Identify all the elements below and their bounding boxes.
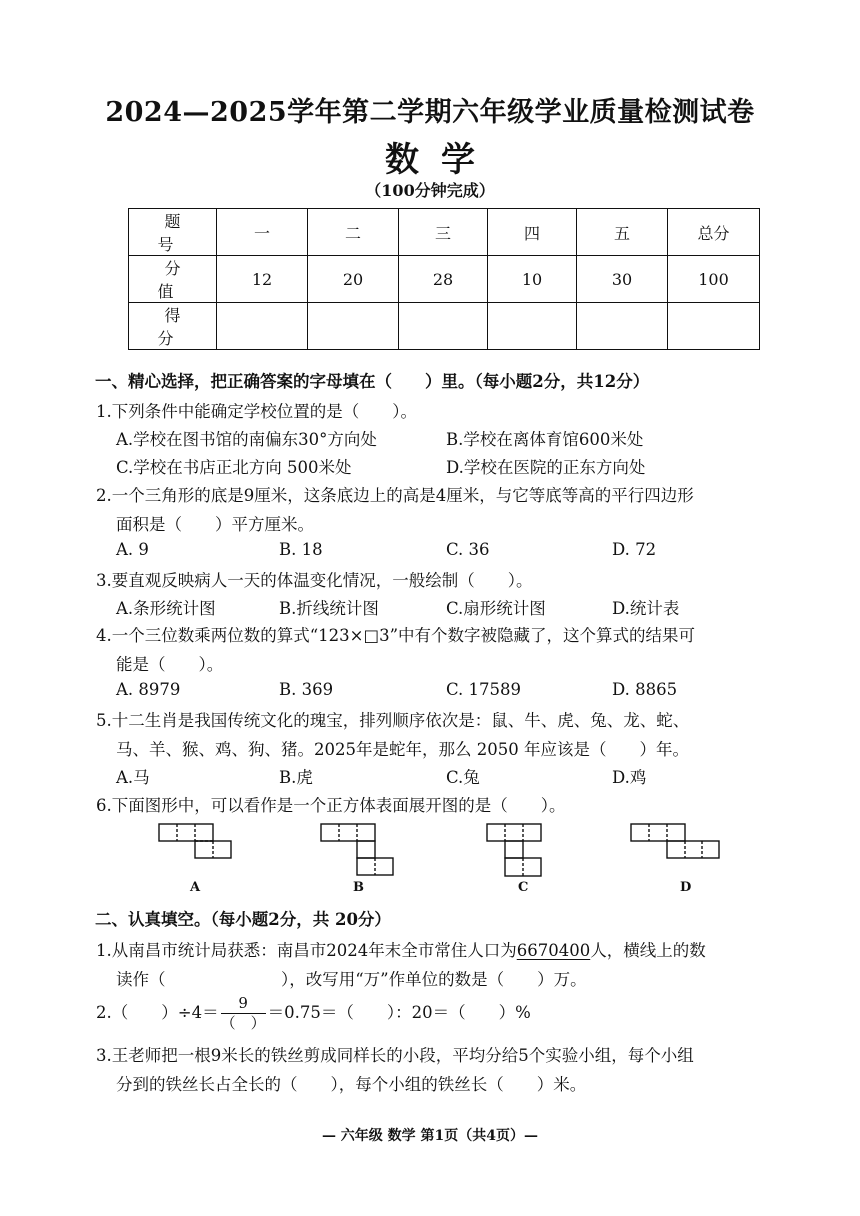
q1-option-a: A.学校在图书馆的南偏东30°方向处: [116, 430, 377, 449]
value-cell: 100: [668, 256, 760, 303]
net-label-b: B: [353, 880, 364, 895]
score-cell[interactable]: [577, 303, 668, 350]
fraction-denominator: （ ）: [220, 1014, 266, 1032]
q3-stem: 3.要直观反映病人一天的体温变化情况，一般绘制（ ）。: [96, 571, 533, 590]
population-number: 6670400: [516, 941, 591, 960]
score-cell[interactable]: [308, 303, 399, 350]
header-cell: 二: [308, 209, 399, 256]
q4-stem-line1: 4.一个三位数乘两位数的算式“123×□3”中有个数字被隐藏了，这个算式的结果可: [96, 626, 696, 645]
cube-net-d: [630, 823, 720, 861]
q4-option-d: D. 8865: [612, 680, 678, 699]
s2-q2-pre: 2.（ ）÷4＝: [96, 1003, 219, 1022]
q5-option-a: A.马: [116, 768, 150, 787]
score-cell[interactable]: [668, 303, 760, 350]
header-cell: 题 号: [129, 209, 217, 256]
s2-q2-fraction: [221, 996, 266, 1031]
score-table-value-row: [129, 256, 760, 303]
net-label-a: A: [190, 880, 201, 895]
s2-q2-post: ＝0.75＝（ ）：20＝（ ）%: [267, 1003, 531, 1022]
score-table: [128, 208, 760, 350]
value-cell: 30: [577, 256, 668, 303]
q3-option-a: A.条形统计图: [116, 599, 216, 618]
value-cell: 20: [308, 256, 399, 303]
section1-heading: 一、精心选择，把正确答案的字母填在（ ）里。（每小题2分，共12分）: [95, 372, 650, 391]
fraction-numerator: 9: [221, 996, 266, 1014]
q3-option-b: B.折线统计图: [279, 599, 379, 618]
score-cell[interactable]: [399, 303, 488, 350]
s2-q1-pre: 1.从南昌市统计局获悉：南昌市2024年末全市常住人口为: [96, 941, 517, 960]
value-cell: 12: [217, 256, 308, 303]
score-cell: 得 分: [129, 303, 217, 350]
s2-q2-line: [96, 996, 531, 1031]
s2-q1-post: 人，横线上的数: [590, 941, 706, 960]
q5-option-b: B.虎: [279, 768, 313, 787]
s2-q1-line1: [96, 937, 706, 961]
cube-net-b: [320, 823, 394, 877]
q2-option-c: C. 36: [446, 540, 490, 559]
exam-title: 2024—2025学年第二学期六年级学业质量检测试卷: [105, 97, 755, 128]
net-label-c: C: [518, 880, 529, 895]
q1-option-d: D.学校在医院的正东方向处: [446, 458, 646, 477]
cube-net-a: [158, 823, 232, 861]
exam-duration: （100分钟完成）: [365, 181, 495, 200]
value-cell: 分 值: [129, 256, 217, 303]
value-cell: 10: [488, 256, 577, 303]
header-cell: 一: [217, 209, 308, 256]
q4-stem-line2: 能是（ ）。: [116, 655, 224, 674]
value-cell: 28: [399, 256, 488, 303]
score-table-header-row: [129, 209, 760, 256]
s2-q1-line2: 读作（ ），改写用“万”作单位的数是（ ）万。: [116, 970, 587, 989]
q2-option-b: B. 18: [279, 540, 323, 559]
s2-q3-line2: 分到的铁丝长占全长的（ ），每个小组的铁丝长（ ）米。: [116, 1075, 587, 1094]
q4-option-b: B. 369: [279, 680, 334, 699]
cube-net-c: [486, 823, 544, 879]
q2-option-d: D. 72: [612, 540, 657, 559]
header-cell: 三: [399, 209, 488, 256]
section2-heading: 二、认真填空。（每小题2分，共 20分）: [95, 910, 391, 929]
q5-stem-line1: 5.十二生肖是我国传统文化的瑰宝，排列顺序依次是：鼠、牛、虎、兔、龙、蛇、: [96, 711, 690, 730]
q2-stem-line1: 2.一个三角形的底是9厘米，这条底边上的高是4厘米，与它等底等高的平行四边形: [96, 486, 694, 505]
header-cell: 五: [577, 209, 668, 256]
q3-option-d: D.统计表: [612, 599, 680, 618]
q2-option-a: A. 9: [116, 540, 149, 559]
q2-stem-line2: 面积是（ ）平方厘米。: [116, 515, 314, 534]
q6-stem: 6.下面图形中，可以看作是一个正方体表面展开图的是（ ）。: [96, 796, 566, 815]
score-cell[interactable]: [488, 303, 577, 350]
q4-option-c: C. 17589: [446, 680, 522, 699]
header-cell: 四: [488, 209, 577, 256]
net-label-d: D: [680, 880, 692, 895]
q1-option-b: B.学校在离体育馆600米处: [446, 430, 644, 449]
q3-option-c: C.扇形统计图: [446, 599, 546, 618]
page-footer: — 六年级 数学 第1页（共4页）—: [321, 1128, 539, 1144]
s2-q3-line1: 3.王老师把一根9米长的铁丝剪成同样长的小段，平均分给5个实验小组，每个小组: [96, 1046, 694, 1065]
q5-stem-line2: 马、羊、猴、鸡、狗、猪。2025年是蛇年，那么 2050 年应该是（ ）年。: [116, 740, 689, 759]
q5-option-d: D.鸡: [612, 768, 647, 787]
q5-option-c: C.兔: [446, 768, 480, 787]
score-table-score-row: [129, 303, 760, 350]
q1-option-c: C.学校在书店正北方向 500米处: [116, 458, 352, 477]
header-cell: 总分: [668, 209, 760, 256]
q1-stem: 1.下列条件中能确定学校位置的是（ ）。: [96, 402, 417, 421]
subject-title: 数学: [385, 140, 497, 180]
q4-option-a: A. 8979: [116, 680, 181, 699]
score-cell[interactable]: [217, 303, 308, 350]
